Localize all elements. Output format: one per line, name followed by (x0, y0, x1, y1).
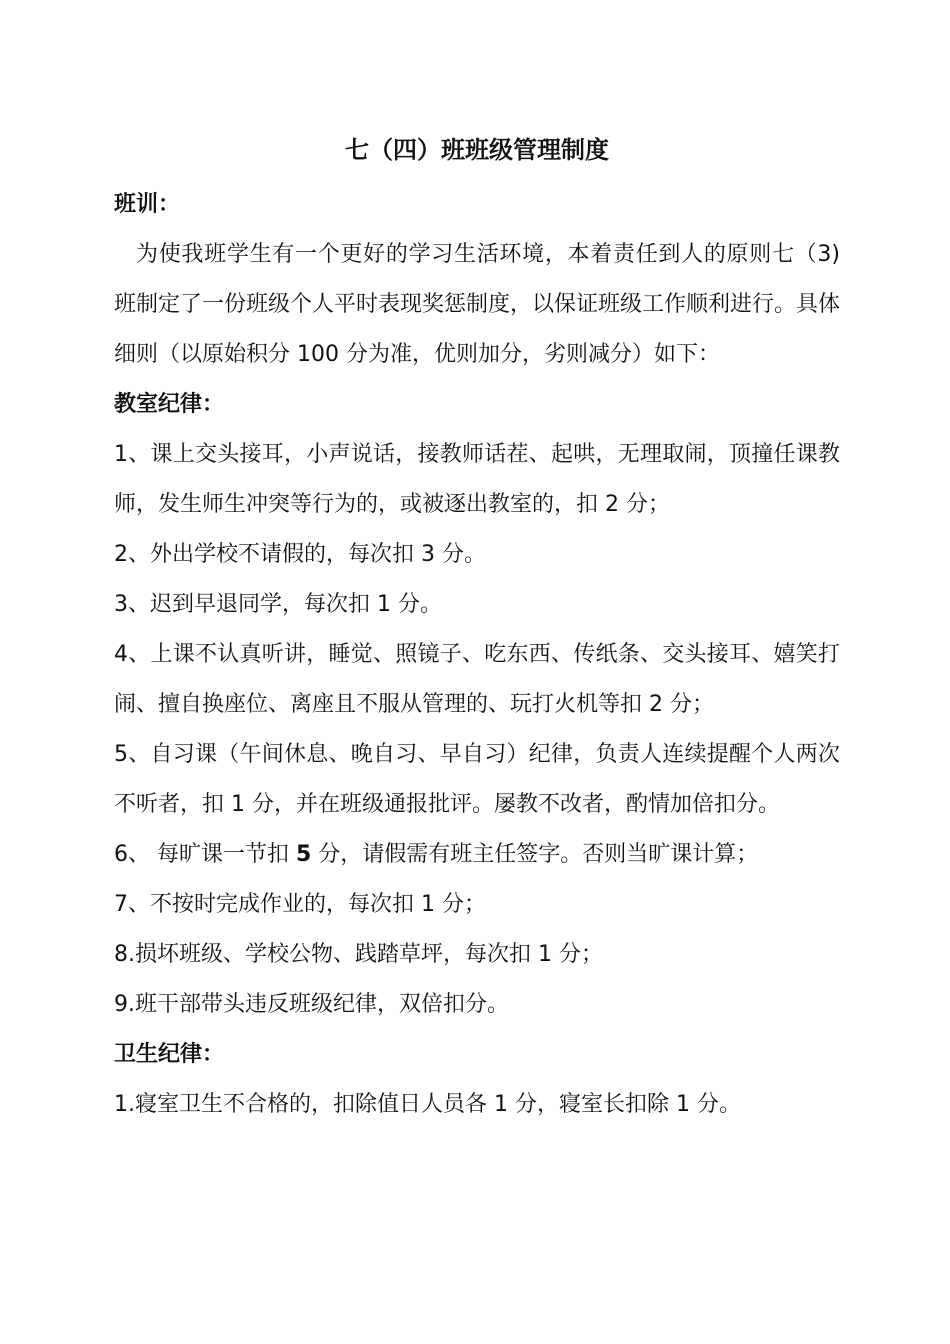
classroom-rule-1: 1、课上交头接耳，小声说话，接教师话茬、起哄，无理取闹，顶撞任课教师，发生师生冲突等行为的，或被逐出教室的，扣 2 分； (114, 442, 840, 517)
classroom-rule-6 (114, 830, 840, 880)
hygiene-rule-1: 1.寝室卫生不合格的，扣除值日人员各 1 分，寝室长扣除 1 分。 (114, 1092, 741, 1117)
intro-paragraph: 为使我班学生有一个更好的学习生活环境，本着责任到人的原则七（3)班制定了一份班级个人平时表现奖惩制度，以保证班级工作顺利进行。具体细则（以原始积分 100 分为准，优则加分，劣则减分）如下： (114, 242, 841, 367)
hygiene-discipline-heading: 卫生纪律： (114, 1042, 225, 1067)
classroom-rule-3: 3、迟到早退同学，每次扣 1 分。 (114, 592, 442, 617)
classroom-rule-8: 8.损坏班级、学校公物、践踏草坪，每次扣 1 分； (114, 942, 603, 967)
classroom-rule-9: 9.班干部带头违反班级纪律，双倍扣分。 (114, 992, 509, 1017)
document-title: 七（四）班班级管理制度 (345, 136, 609, 164)
classroom-rule-5: 5、自习课（午间休息、晚自习、早自习）纪律，负责人连续提醒个人两次不听者，扣 1 分，并在班级通报批评。屡教不改者，酌情加倍扣分。 (114, 742, 840, 817)
classroom-rule-2: 2、外出学校不请假的，每次扣 3 分。 (114, 542, 486, 567)
document-body (114, 130, 840, 1130)
classroom-rule-6-prefix: 6、 每旷课一节扣 (114, 842, 296, 867)
classroom-rule-6-points: 5 (295, 842, 312, 867)
classroom-rule-6-suffix: 分，请假需有班主任签字。否则当旷课计算； (311, 842, 759, 867)
classroom-rule-7: 7、不按时完成作业的，每次扣 1 分； (114, 892, 486, 917)
classroom-discipline-heading: 教室纪律： (114, 392, 225, 417)
classroom-rule-4: 4、上课不认真听讲，睡觉、照镜子、吃东西、传纸条、交头接耳、嬉笑打闹、擅自换座位、离座且不服从管理的、玩打火机等扣 2 分； (114, 642, 840, 717)
motto-heading: 班训： (114, 192, 181, 217)
